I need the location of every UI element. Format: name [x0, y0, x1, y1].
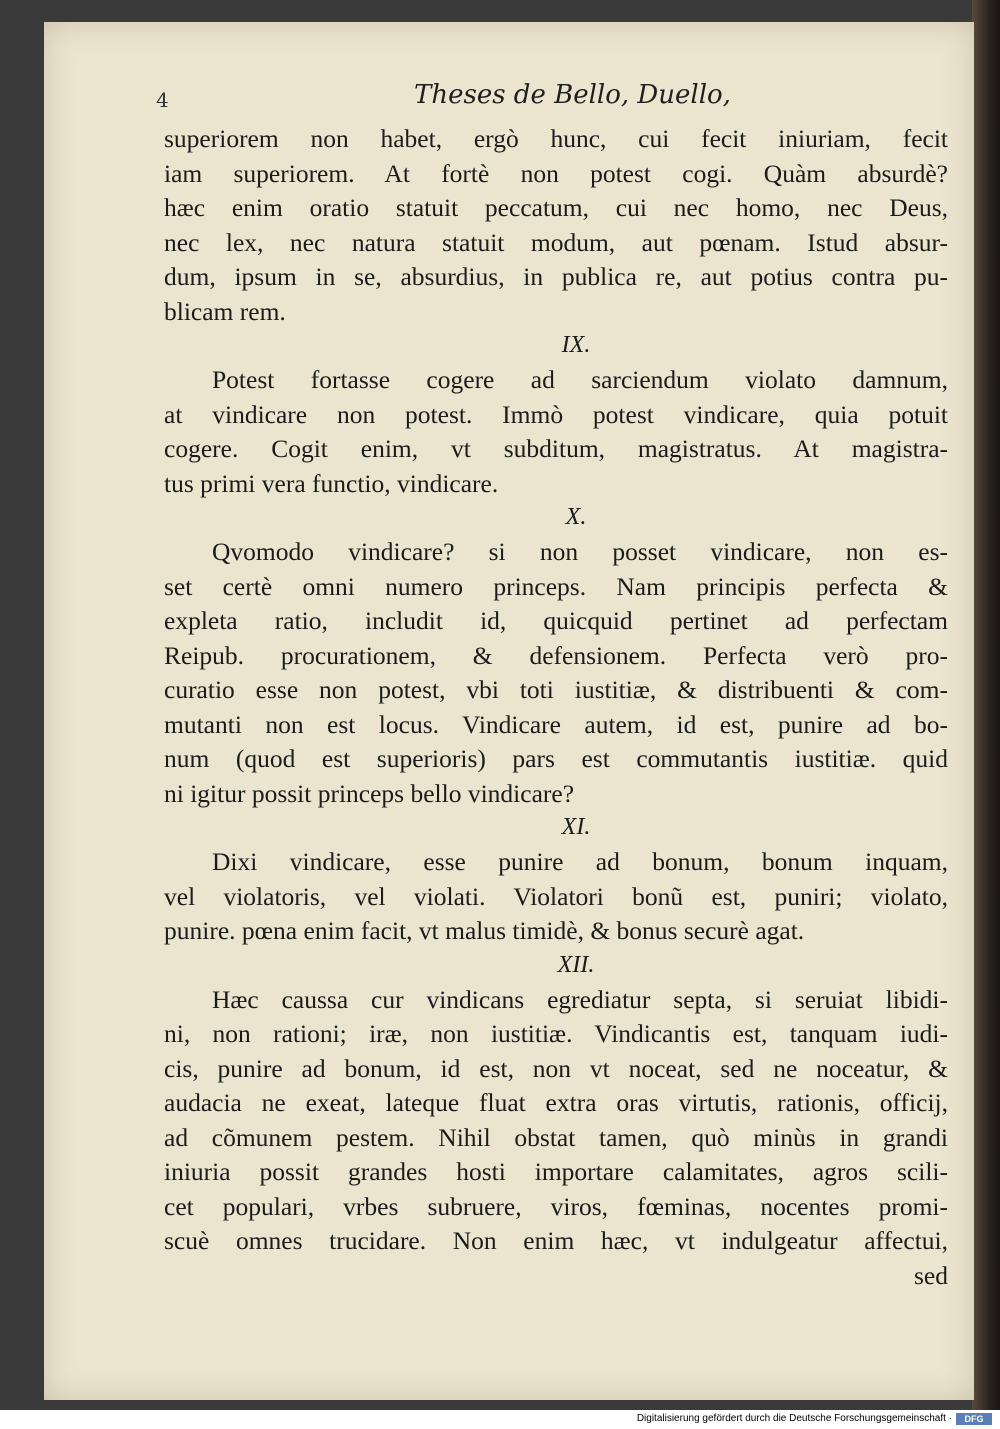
text-line: superiorem non habet, ergò hunc, cui fecit iniuriam, fecit [164, 124, 948, 153]
text-line: iam superiorem. At fortè non potest cogi. Quàm absurdè? [164, 158, 948, 188]
text-line: cogere. Cogit enim, vt subditum, magistratus. At magistra- [164, 434, 948, 463]
text-line: set certè omni numero princeps. Nam principis perfecta & [164, 571, 948, 601]
text-line: ad cõmunem pestem. Nihil obstat tamen, quò minùs in grandi [164, 1122, 948, 1152]
section-numeral: IX. [561, 332, 591, 358]
section-numeral: X. [565, 504, 587, 530]
digitization-footer [0, 1410, 1000, 1429]
text-line: Hæc caussa cur vindicans egrediatur septa, si seruiat libidi- [212, 984, 948, 1014]
text-line: Qvomodo vindicare? si non posset vindicare, non es- [212, 537, 948, 566]
text-line: at vindicare non potest. Immò potest vindicare, quia potuit [164, 399, 948, 429]
text-line: mutanti non est locus. Vindicare autem, id est, punire ad bo- [164, 709, 948, 739]
text-line: ni igitur possit princeps bello vindicare? [164, 778, 575, 808]
dfg-logo-icon: DFG [956, 1413, 992, 1425]
text-line: num (quod est superioris) pars est commutantis iustitiæ. quid [164, 744, 948, 773]
text-line: Reipub. procurationem, & defensionem. Perfecta verò pro- [164, 640, 948, 670]
running-title: Theses de Bello, Duello, [414, 80, 731, 110]
text-line: cet populari, vrbes subruere, viros, fœminas, nocentes promi- [164, 1191, 948, 1221]
text-line: dum, ipsum in se, absurdius, in publica re, aut potius contra pu- [164, 262, 948, 291]
text-line: blicam rem. [164, 296, 286, 326]
book-page [44, 22, 974, 1400]
text-line: Potest fortasse cogere ad sarciendum violato damnum, [212, 365, 948, 394]
catchword: sed [914, 1260, 948, 1290]
text-line: curatio esse non potest, vbi toti iustitiæ, & distribuenti & com- [164, 675, 948, 704]
text-line: vel violatoris, vel violati. Violatori bonũ est, puniri; violato, [164, 881, 948, 911]
text-line: hæc enim oratio statuit peccatum, cui nec homo, nec Deus, [164, 193, 948, 222]
page-number: 4 [156, 88, 169, 112]
text-line: audacia ne exeat, lateque fluat extra oras virtutis, rationis, officij, [164, 1088, 948, 1117]
section-numeral: XII. [557, 951, 595, 978]
text-line: scuè omnes trucidare. Non enim hæc, vt indulgeatur affectui, [164, 1226, 948, 1255]
section-numeral: XI. [561, 814, 591, 840]
text-line: iniuria possit grandes hosti importare calamitates, agros scili- [164, 1157, 948, 1186]
text-line: expleta ratio, includit id, quicquid pertinet ad perfectam [164, 606, 948, 635]
text-line: ni, non rationi; iræ, non iustitiæ. Vindicantis est, tanquam iudi- [164, 1019, 948, 1048]
text-line: Dixi vindicare, esse punire ad bonum, bonum inquam, [212, 847, 948, 876]
book-spine [972, 0, 1000, 1410]
text-line: tus primi vera functio, vindicare. [164, 468, 499, 498]
funding-credit: Digitalisierung gefördert durch die Deutsche Forschungsgemeinschaft · [636, 1413, 952, 1424]
page-header [44, 80, 974, 120]
text-line: nec lex, nec natura statuit modum, aut pœnam. Istud absur- [164, 227, 948, 257]
body-text [164, 122, 948, 1293]
text-line: punire. pœna enim facit, vt malus timidè, & bonus securè agat. [164, 916, 805, 945]
text-line: cis, punire ad bonum, id est, non vt noceat, sed ne noceatur, & [164, 1053, 948, 1083]
